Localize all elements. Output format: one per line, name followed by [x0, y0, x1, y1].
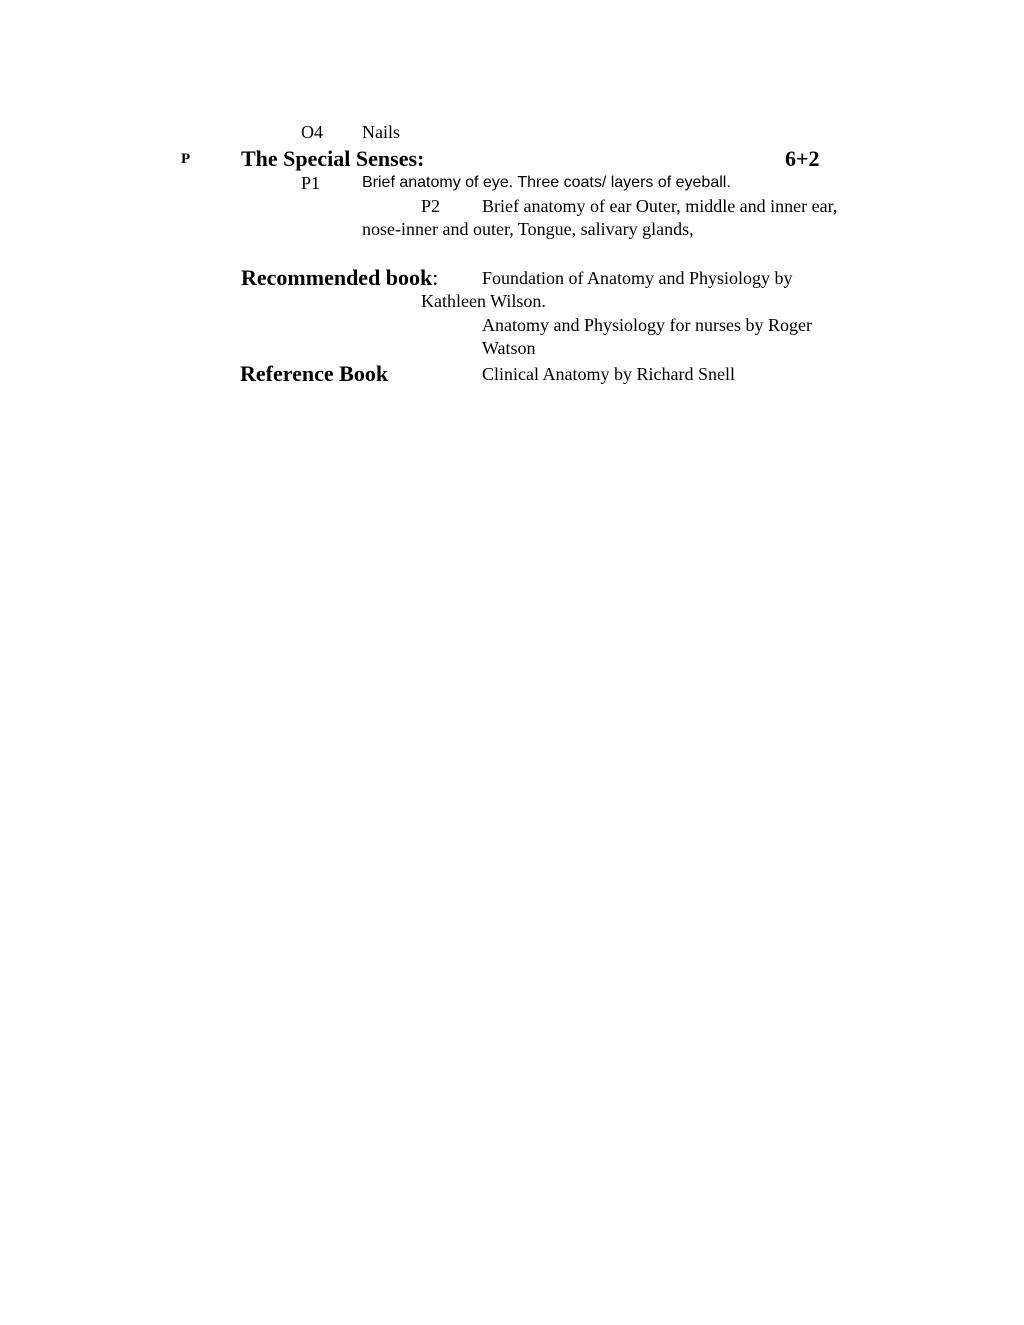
item-code-p1: P1	[301, 173, 321, 193]
item-code-p2: P2	[421, 196, 441, 216]
section-hours: 6+2	[785, 146, 820, 171]
recommended-book1-line1: Foundation of Anatomy and Physiology by	[482, 268, 793, 288]
item-text-p1: Brief anatomy of eye. Three coats/ layers of eyeball.	[362, 174, 731, 191]
recommended-colon: :	[432, 265, 439, 290]
recommended-book2-line2: Watson	[482, 338, 536, 358]
recommended-book1-line2: Kathleen Wilson.	[421, 291, 546, 311]
recommended-book2-line1: Anatomy and Physiology for nurses by Roger	[482, 315, 812, 335]
reference-label: Reference Book	[240, 361, 389, 386]
item-code-o4: O4	[301, 122, 323, 142]
recommended-heading	[241, 267, 438, 289]
section-title-special-senses: The Special Senses:	[241, 146, 425, 171]
recommended-label: Recommended book	[241, 265, 433, 290]
section-letter-p: P	[181, 151, 191, 167]
item-text-p2-line1: Brief anatomy of ear Outer, middle and inner ear,	[482, 196, 838, 216]
item-text-nails: Nails	[362, 122, 400, 142]
item-text-p2-line2: nose-inner and outer, Tongue, salivary glands,	[362, 219, 694, 239]
reference-book1: Clinical Anatomy by Richard Snell	[482, 364, 735, 384]
